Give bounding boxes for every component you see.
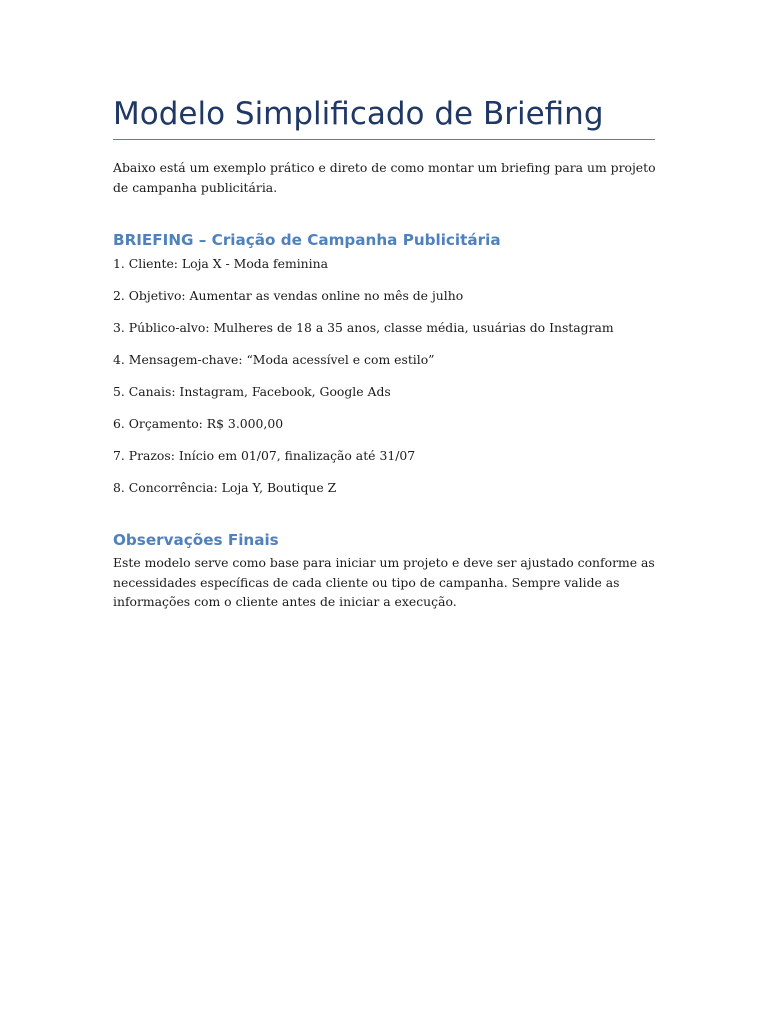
final-notes-heading: Observações Finais — [113, 531, 279, 549]
title-underline-rule — [113, 139, 655, 140]
briefing-item-canais: 5. Canais: Instagram, Facebook, Google Ads — [113, 384, 391, 399]
briefing-heading: BRIEFING – Criação de Campanha Publicitária — [113, 231, 501, 249]
final-notes-paragraph: Este modelo serve como base para iniciar um projeto e deve ser ajustado conforme as necessidades específicas de cada cliente ou tipo de campanha. Sempre valide as informações com o cliente antes de iniciar a execução. — [113, 555, 655, 609]
briefing-item-objetivo: 2. Objetivo: Aumentar as vendas online no mês de julho — [113, 288, 464, 303]
document-title: Modelo Simplificado de Briefing — [113, 96, 604, 132]
briefing-item-mensagem-chave: 4. Mensagem-chave: “Moda acessível e com estilo” — [113, 352, 435, 367]
briefing-item-cliente: 1. Cliente: Loja X - Moda feminina — [113, 256, 328, 271]
briefing-item-orcamento: 6. Orçamento: R$ 3.000,00 — [113, 416, 284, 431]
briefing-item-prazos: 7. Prazos: Início em 01/07, finalização até 31/07 — [113, 448, 416, 463]
briefing-item-concorrencia: 8. Concorrência: Loja Y, Boutique Z — [113, 480, 337, 495]
briefing-list — [113, 254, 614, 510]
briefing-item-publico-alvo: 3. Público-alvo: Mulheres de 18 a 35 anos, classe média, usuárias do Instagram — [113, 320, 614, 335]
intro-paragraph: Abaixo está um exemplo prático e direto de como montar um briefing para um projeto de campanha publicitária. — [113, 160, 656, 195]
